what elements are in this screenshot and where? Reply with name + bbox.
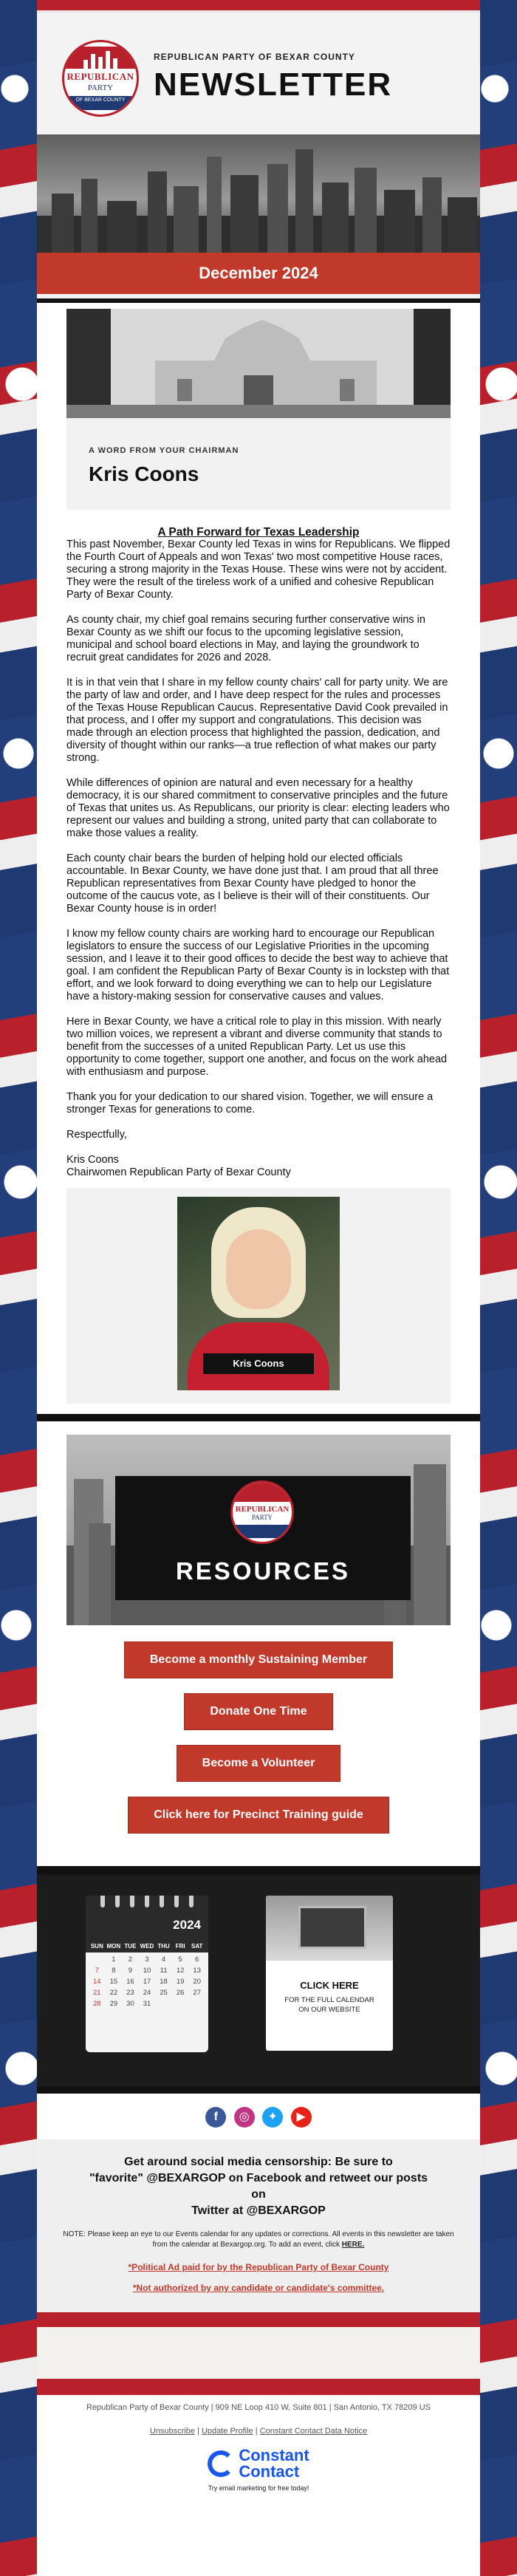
chairman-card (66, 309, 451, 510)
events-note: NOTE: Please keep an eye to our Events calendar for any updates or corrections. All events in this newsletter are taken from the calendar at Bexargop.org. To add an event, click HERE. (63, 2230, 454, 2249)
calendar-year: 2024 (173, 1918, 201, 1932)
section-divider (37, 1414, 480, 1421)
instagram-icon[interactable]: ◎ (234, 2107, 255, 2128)
calendar-cta: CLICK HERE (300, 1980, 359, 1991)
resources-title: RESOURCES (175, 1557, 351, 1585)
calendar-cta-sub: FOR THE FULL CALENDAR (284, 1996, 374, 2004)
twitter-icon[interactable]: ✦ (262, 2107, 283, 2128)
authorization-disclaimer: *Not authorized by any candidate or candidate's committee. (132, 2283, 385, 2293)
letter-paragraph: I know my fellow county chairs are working hard to encourage our Republican legislators to ensure the success of our Legislative Priorities in the upcoming session, and I leave it to their good offices to decide the best way to achieve that goal. I am confident the Republican Party of Bexar County is in lockstep with that effort, and we look forward to doing everything we can to help our Legislature have a history-making session for conservative causes and values. (66, 928, 450, 1002)
letter-paragraph: Each county chair bears the burden of helping hold our elected officials accountable. In Bexar County, we have done just that. I am proud that all three Republican representatives from Bexar County have pledged to honor the outcome of the caucus vote, as I believe is their will of their constituents. Our Bexar County house is in order! (66, 853, 439, 915)
logo-line-3: OF BEXAR COUNTY (64, 96, 137, 110)
political-ad-disclaimer: *Political Ad paid for by the Republican Party of Bexar County (128, 2262, 389, 2272)
constant-contact-tagline: Try email marketing for free today! (208, 2484, 309, 2492)
update-profile-link[interactable]: Update Profile (201, 2427, 253, 2436)
chairman-portrait (177, 1197, 340, 1390)
chairman-name: Kris Coons (89, 462, 199, 485)
social-icons (37, 2086, 480, 2139)
letter-paragraph: While differences of opinion are natural and even necessary for a healthy democracy, it is our shared commitment to conservative principles and the future of Texas that unites us. As Republicans, our priority is clear: electing leaders who represent our values and building a strong, united party that can collaborate to make those values a reality. (66, 777, 450, 839)
calendar-day-headers: SUN MON TUE WED THU FRI SAT (86, 1941, 208, 1953)
portrait-caption: Kris Coons (203, 1353, 314, 1374)
footer-notices (37, 2139, 480, 2312)
unsubscribe-link[interactable]: Unsubscribe (149, 2427, 195, 2436)
resources-box (115, 1476, 411, 1600)
resources-logo: REPUBLICAN PARTY (230, 1480, 294, 1544)
data-notice-link[interactable]: Constant Contact Data Notice (259, 2427, 368, 2436)
youtube-icon[interactable]: ▶ (291, 2107, 312, 2128)
flag-background-right (480, 0, 517, 2576)
month-banner: December 2024 (37, 253, 480, 294)
alamo-image (66, 309, 451, 418)
letter-paragraph: It is in that vein that I share in my fellow county chairs' call for party unity. We are the party of law and order, and I have deep respect for the rules and processes of the Texas House Republican Caucus. Representative David Cook prevailed in that process, and I offer my support and congratulations. This decision was made through an election process that highlighted the passion, dedication, and diversity of thought within our ranks—a true reflection of what makes our party strong. (66, 677, 448, 764)
portrait-card (66, 1188, 451, 1404)
chairman-letter (37, 510, 480, 1179)
letter-paragraph: This past November, Bexar County led Texas in wins for Republicans. We flipped the Fourth Court of Appeals and won Texas' two most competitive House races, securing a strong majority in the Texas House. These wins were not by accident. They were the result of the tireless work of a unified and cohesive Republican Party of Bexar County. (66, 539, 451, 601)
calendar-graphic[interactable] (86, 1896, 208, 2052)
signoff-name: Kris Coons (66, 1154, 119, 1166)
calendar-grid: 1 2 3 4 5 6 7 8 9 10 11 12 13 14 15 16 17 18 19 20 21 22 23 24 25 26 27 28 29 30 31 (92, 1955, 201, 2008)
letter-paragraph: Here in Bexar County, we have a critical role to play in this mission. With nearly two million voices, we represent a vibrant and diverse community that stands to benefit from the successes of a united Republican Party. Let us use this opportunity to come together, support one another, and focus on the work ahead with enthusiasm and purpose. (66, 1016, 448, 1078)
letter-paragraph: Respectfully, (66, 1129, 127, 1141)
volunteer-button[interactable]: Become a Volunteer (177, 1745, 341, 1782)
signoff-title: Chairwomen Republican Party of Bexar County (66, 1166, 291, 1178)
constant-contact-icon (208, 2450, 234, 2477)
laptop-icon (266, 1896, 393, 1961)
flag-background-left (0, 0, 37, 2576)
letter-heading: A Path Forward for Texas Leadership (157, 526, 360, 539)
logo-line-1: REPUBLICAN (66, 71, 134, 82)
newsletter-header (37, 10, 480, 134)
city-skyline-image (37, 134, 480, 253)
logo-skyline-icon (64, 47, 137, 69)
email-footer: Republican Party of Bexar County | 909 NE Loop 410 W, Suite 801 | San Antonio, TX 78209 US Unsubscribe | Update Profile | Constant Contact Data Notice Constant Contact Try email marketing for free today! (37, 2395, 480, 2576)
chairman-tag: A WORD FROM YOUR CHAIRMAN (89, 446, 239, 455)
social-censorship-text: Get around social media censorship: Be sure to "favorite" @BEXARGOP on Facebook and retweet our posts on Twitter at @BEXARGOP (89, 2156, 428, 2217)
add-event-link[interactable]: HERE. (341, 2241, 365, 2249)
sustaining-member-button[interactable]: Become a monthly Sustaining Member (124, 1641, 393, 1678)
facebook-icon[interactable]: f (205, 2107, 226, 2128)
letter-paragraph: Thank you for your dedication to our shared vision. Together, we will ensure a stronger Texas for generations to come. (66, 1091, 434, 1116)
resources-banner (66, 1435, 451, 1625)
party-logo (62, 40, 139, 117)
constant-contact-logo[interactable]: Constant Contact (37, 2447, 480, 2480)
logo-line-2: PARTY (87, 83, 114, 92)
org-name: REPUBLICAN PARTY OF BEXAR COUNTY (154, 52, 355, 62)
newsletter-title: NEWSLETTER (154, 66, 393, 103)
full-calendar-link[interactable] (266, 1896, 393, 2051)
donate-button[interactable]: Donate One Time (184, 1693, 332, 1730)
letter-paragraph: As county chair, my chief goal remains securing further conservative wins in Bexar County as we shift our focus to the upcoming legislative session, municipal and school board elections in May, and laying the groundwork to recruit great candidates for 2026 and 2028. (66, 614, 425, 663)
footer-address: Republican Party of Bexar County | 909 NE Loop 410 W, Suite 801 | San Antonio, TX 78209 US (86, 2403, 431, 2412)
calendar-section (37, 1866, 480, 2086)
precinct-training-button[interactable]: Click here for Precinct Training guide (128, 1797, 389, 1834)
calendar-cta-sub: ON OUR WEBSITE (298, 2006, 360, 2014)
newsletter-body (37, 10, 480, 2312)
